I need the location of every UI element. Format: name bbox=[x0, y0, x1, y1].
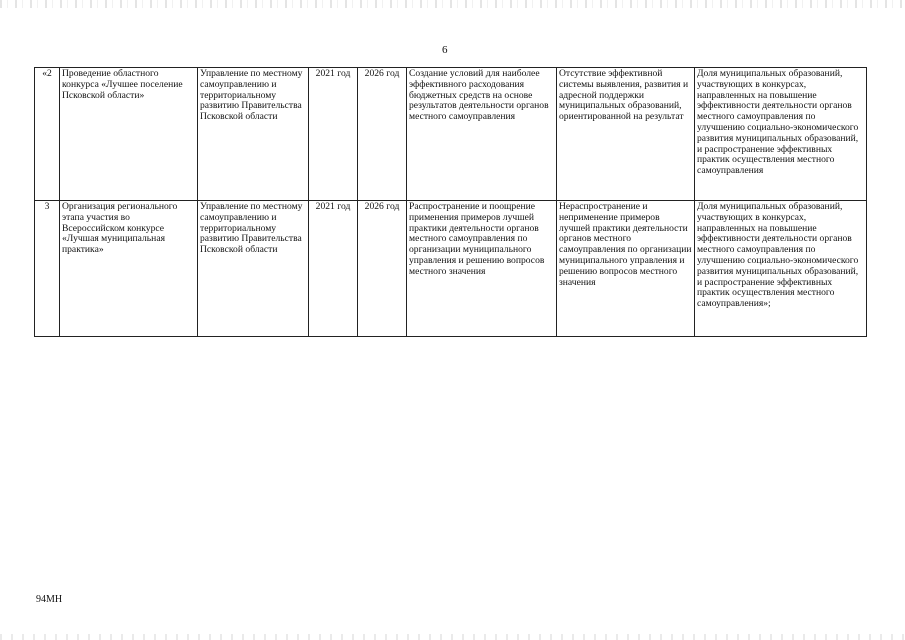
table-row bbox=[35, 201, 867, 337]
executor-cell: Управление по местному самоуправлению и территориальному развитию Правительства Псковской области bbox=[198, 201, 309, 337]
indicator-cell: Доля муниципальных образований, участвующих в конкурсах, направленных на повышение эффективности деятельности органов местного самоуправления по улучшению социально-экономического развития муниципальных образований, и распространение эффективных практик осуществления местного самоуправления bbox=[695, 68, 867, 201]
result-cell: Распространение и поощрение применения примеров лучшей практики деятельности органов местного самоуправления по организации муниципального управления и решению вопросов местного значения bbox=[407, 201, 557, 337]
event-cell: Организация регионального этапа участия во Всероссийском конкурсе «Лучшая муниципальная практика» bbox=[60, 201, 198, 337]
executor-cell: Управление по местному самоуправлению и территориальному развитию Правительства Псковской области bbox=[198, 68, 309, 201]
start-year-cell: 2021 год bbox=[309, 68, 358, 201]
start-year-cell: 2021 год bbox=[309, 201, 358, 337]
scan-edge-bottom bbox=[0, 634, 905, 640]
row-number: «2 bbox=[35, 68, 60, 201]
event-cell: Проведение областного конкурса «Лучшее поселение Псковской области» bbox=[60, 68, 198, 201]
table-row bbox=[35, 68, 867, 201]
consequence-cell: Отсутствие эффективной системы выявления, развития и адресной поддержки муниципальных образований, ориентированной на результат bbox=[557, 68, 695, 201]
scan-edge-top bbox=[0, 0, 905, 8]
measures-table bbox=[34, 67, 867, 337]
page-number: 6 bbox=[442, 44, 448, 56]
indicator-cell: Доля муниципальных образований, участвующих в конкурсах, направленных на повышение эффективности деятельности органов местного самоуправления по улучшению социально-экономического развития муниципальных образований, и распространение эффективных практик осуществления местного самоуправления»; bbox=[695, 201, 867, 337]
footer-code: 94МН bbox=[36, 594, 63, 605]
end-year-cell: 2026 год bbox=[358, 68, 407, 201]
end-year-cell: 2026 год bbox=[358, 201, 407, 337]
row-number: 3 bbox=[35, 201, 60, 337]
consequence-cell: Нераспространение и неприменение примеров лучшей практики деятельности органов местного самоуправления по организации муниципального управления и решению вопросов местного значения bbox=[557, 201, 695, 337]
result-cell: Создание условий для наиболее эффективного расходования бюджетных средств на основе результатов деятельности органов местного самоуправления bbox=[407, 68, 557, 201]
